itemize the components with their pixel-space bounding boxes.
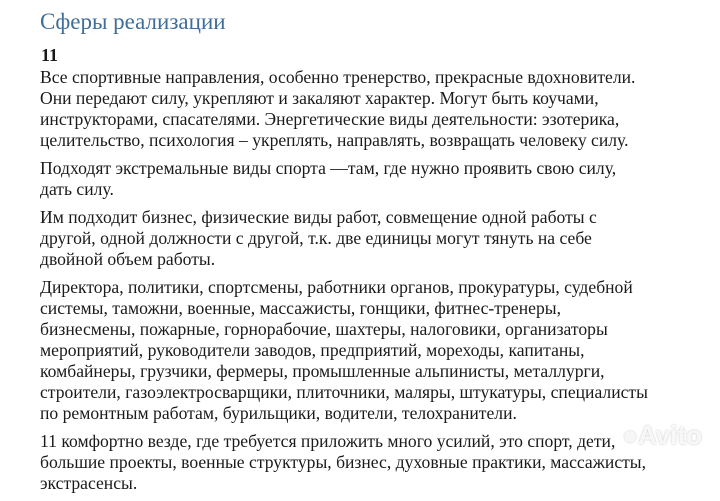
body-text <box>40 67 720 501</box>
avito-watermark: ●Avito <box>622 420 702 450</box>
text-line: Директора, политики, спортсмены, работники органов, прокуратуры, судебной <box>40 277 633 297</box>
section-title: Сферы реализации <box>40 9 226 34</box>
text-line: Подходят экстремальные виды спорта —там, где нужно проявить свою силу, <box>40 158 617 178</box>
paragraph <box>40 277 720 424</box>
paragraph <box>40 207 720 270</box>
text-line: дать силу. <box>40 179 114 199</box>
text-line: бизнесмены, пожарные, горнорабочие, шахтеры, налоговики, организаторы <box>40 319 608 339</box>
text-line: системы, таможни, военные, массажисты, гонщики, фитнес-тренеры, <box>40 298 561 318</box>
text-line: двойной объем работы. <box>40 249 216 269</box>
text-line: Все спортивные направления, особенно тренерство, прекрасные вдохновители. <box>40 67 636 87</box>
text-line: комбайнеры, грузчики, фермеры, промышленные альпинисты, металлурги, <box>40 361 605 381</box>
text-line: большие проекты, военные структуры, бизнес, духовные практики, массажисты, <box>40 452 647 472</box>
text-line: другой, одной должности с другой, т.к. две единицы могут тянуть на себе <box>40 228 592 248</box>
text-line: целительство, психология – укреплять, направлять, возвращать человеку силу. <box>40 130 629 150</box>
text-line: по ремонтным работам, бурильщики, водители, телохранители. <box>40 403 517 423</box>
text-line: 11 комфортно везде, где требуется приложить много усилий, это спорт, дети, <box>40 431 616 451</box>
section-number: 11 <box>41 45 59 65</box>
text-line: инструкторами, спасателями. Энергетические виды деятельности: эзотерика, <box>40 109 620 129</box>
text-line: Они передают силу, укрепляют и закаляют характер. Могут быть коучами, <box>40 88 599 108</box>
paragraph <box>40 158 720 200</box>
paragraph <box>40 67 720 151</box>
text-line: Им подходит бизнес, физические виды работ, совмещение одной работы с <box>40 207 597 227</box>
text-line: строители, газоэлектросварщики, плиточники, маляры, штукатуры, специалисты <box>40 382 648 402</box>
text-line: мероприятий, руководители заводов, предприятий, мореходы, капитаны, <box>40 340 585 360</box>
paragraph <box>40 431 720 494</box>
text-line: экстрасенсы. <box>40 473 138 493</box>
